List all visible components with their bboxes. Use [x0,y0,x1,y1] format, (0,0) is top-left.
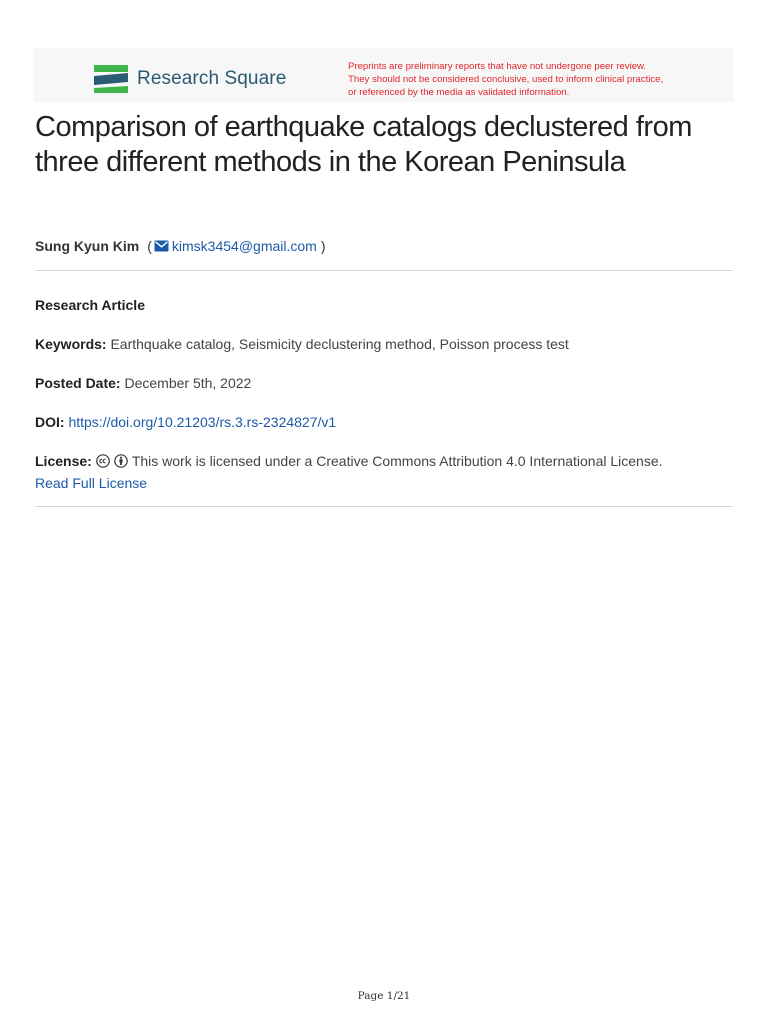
doi-link[interactable]: https://doi.org/10.21203/rs.3.rs-2324827/v1 [68,414,337,430]
doi-row [35,414,336,430]
page-number: Page 1/21 [357,990,411,1002]
posted-date-value: December 5th, 2022 [124,375,252,391]
research-square-logo[interactable] [93,63,286,95]
cc-icon [96,454,110,468]
article-title: Comparison of earthquake catalogs declustered from three different methods in the Korean Peninsula [35,111,692,178]
author-close-paren: ) [320,238,326,254]
disclaimer-line: Preprints are preliminary reports that have not undergone peer review. [348,61,647,72]
keywords-value: Earthquake catalog, Seismicity declustering method, Poisson process test [110,336,569,352]
posted-date-row [35,375,251,391]
author-email-link[interactable]: kimsk3454@gmail.com [171,238,317,254]
keywords-label: Keywords: [35,336,107,352]
posted-date-label: Posted Date: [35,375,121,391]
license-text: This work is licensed under a Creative Commons Attribution 4.0 International License. [131,453,663,469]
doi-label: DOI: [35,414,65,430]
keywords-row [35,336,569,352]
divider [35,270,733,271]
disclaimer-line: or referenced by the media as validated information. [348,87,570,98]
preprint-disclaimer [348,60,663,99]
license-label: License: [35,453,92,469]
read-full-license-link[interactable]: Read Full License [35,475,148,491]
logo-text: Research Square [137,68,287,89]
author-name: Sung Kyun Kim [35,238,140,254]
attribution-icon [114,454,128,468]
author-line [35,238,326,254]
author-open-paren: ( [147,238,152,254]
research-square-logo-icon [93,63,129,95]
divider [35,506,733,507]
license-row [35,453,663,469]
article-type: Research Article [35,297,145,313]
disclaimer-line: They should not be considered conclusive, used to inform clinical practice, [348,74,664,85]
mail-icon[interactable] [154,239,169,255]
